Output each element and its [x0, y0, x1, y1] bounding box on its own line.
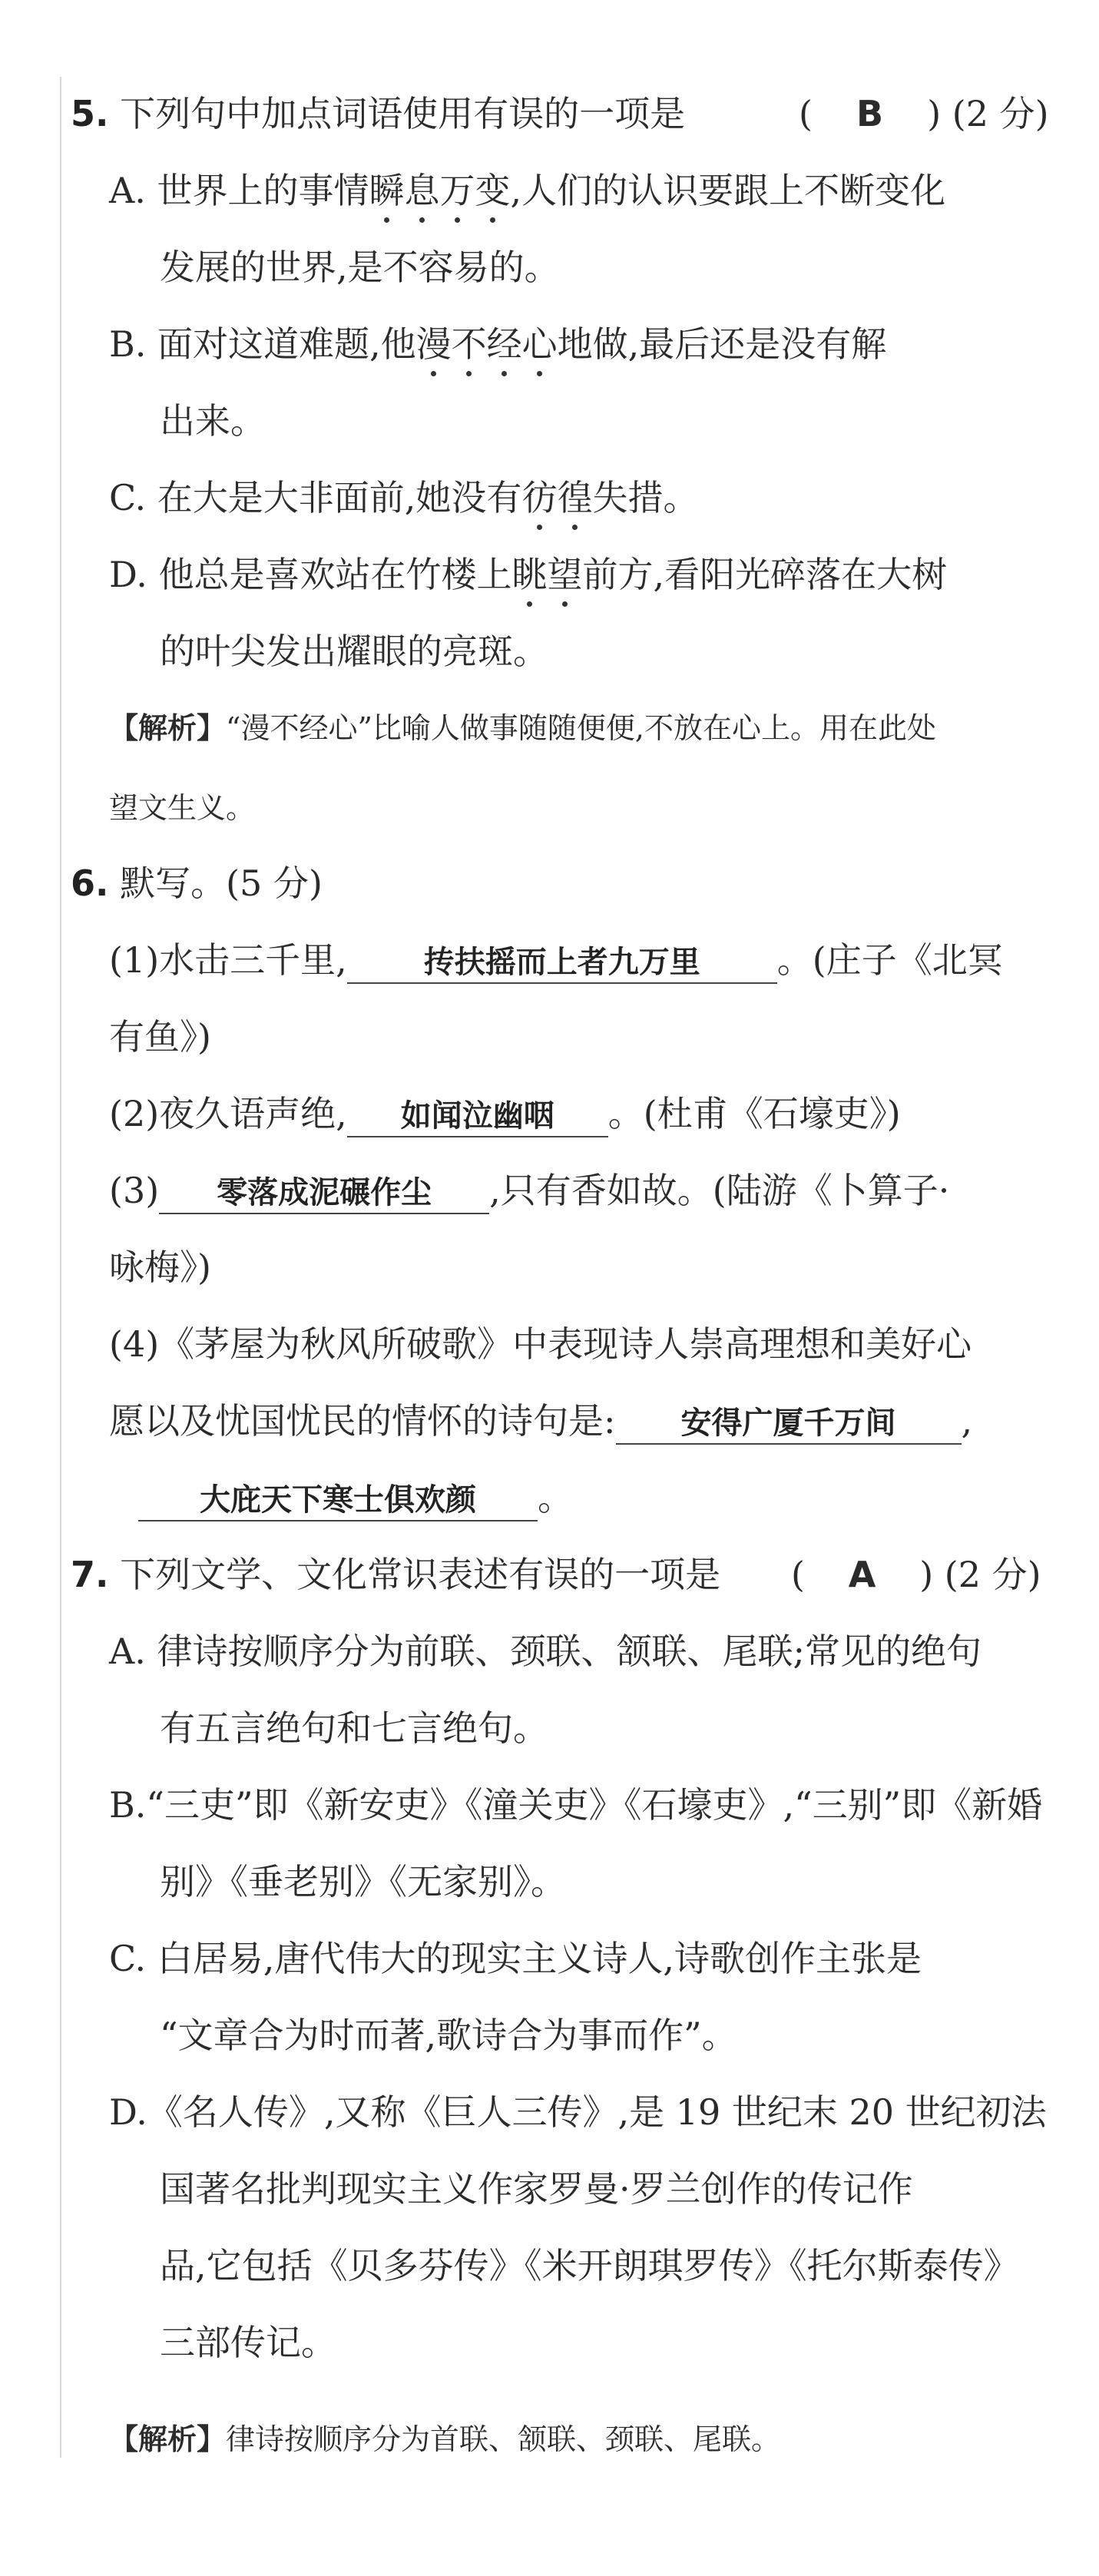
option-text: C. 在大是大非面前,她没有: [109, 477, 522, 518]
q6-part3-line1: [109, 1167, 949, 1214]
answer-blank: [159, 1170, 489, 1214]
answer-blank: [347, 1094, 608, 1137]
q7-analysis-line1: [109, 2419, 780, 2459]
answer-blank: [616, 1401, 962, 1445]
q5-analysis-line1: [109, 708, 936, 748]
dotted-char: 彷: [521, 475, 557, 521]
paren-open: (: [799, 93, 813, 134]
option-text: A. 世界上的事情: [109, 170, 369, 211]
question-number: 7.: [71, 1554, 109, 1595]
score: (2 分): [952, 93, 1049, 134]
q6-part2-line1: [109, 1091, 901, 1137]
q6-part4-line2: [109, 1398, 972, 1445]
dotted-char: 望: [548, 551, 583, 598]
question-stem: 下列文学、文化常识表述有误的一项是: [120, 1554, 721, 1595]
q5-answer-slot: [799, 91, 1049, 137]
q7-option-d-line2: 国著名批判现实主义作家罗曼·罗兰创作的传记作: [160, 2168, 913, 2210]
filled-answer: 如闻泣幽咽: [400, 1098, 554, 1134]
question-number: 5.: [71, 93, 109, 134]
q7-option-a-line1: A. 律诗按顺序分为前联、颈联、颔联、尾联;常见的绝句: [109, 1631, 981, 1672]
filled-answer: 零落成泥碾作尘: [217, 1175, 432, 1210]
filled-answer: 大庇天下寒士俱欢颜: [200, 1482, 476, 1518]
analysis-text: 律诗按顺序分为首联、颔联、颈联、尾联。: [226, 2422, 781, 2456]
q7-stem-line: [71, 1551, 720, 1598]
q5-analysis-line2: 望文生义。: [109, 791, 256, 825]
option-text: D. 他总是喜欢站在竹楼上: [109, 554, 512, 595]
dotted-char: 瞬: [369, 167, 404, 214]
answer-blank: [347, 940, 777, 984]
filled-answer: 安得广厦千万间: [680, 1406, 896, 1441]
q6-stem-line: [71, 860, 323, 906]
dotted-char: 不: [452, 321, 487, 367]
option-text: B. 面对这道难题,他: [109, 323, 416, 365]
analysis-tag: 【解析】: [109, 2422, 227, 2456]
q5-option-b-line2: 出来。: [160, 400, 266, 442]
filled-answer: 抟扶摇而上者九万里: [423, 945, 700, 980]
q7-option-b-line1: B.“三吏”即《新安吏》《潼关吏》《石壕吏》,“三别”即《新婚: [109, 1784, 1043, 1826]
question-number: 6.: [71, 863, 109, 904]
q5-option-d-line1: [109, 551, 947, 598]
q5-option-c-line1: [109, 475, 698, 521]
option-text: 失措。: [592, 477, 699, 518]
analysis-text: “漫不经心”比喻人做事随随便便,不放在心上。用在此处: [226, 711, 936, 745]
q5-stem-line: [71, 91, 685, 137]
prompt-text: (3): [109, 1170, 160, 1211]
q6-part3-line2: 咏梅》): [109, 1247, 211, 1288]
paren-close: ): [927, 93, 942, 134]
q7-option-c-line2: “文章合为时而著,歌诗合为事而作”。: [160, 2015, 737, 2056]
dotted-char: 变: [475, 167, 510, 214]
q7-option-a-line2: 有五言绝句和七言绝句。: [160, 1707, 548, 1749]
q7-option-d-line1: D.《名人传》,又称《巨人三传》,是 19 世纪末 20 世纪初法: [109, 2091, 1047, 2133]
q7-answer-slot: [791, 1551, 1041, 1598]
score: (2 分): [944, 1554, 1041, 1595]
prompt-text: 愿以及忧国忧民的情怀的诗句是:: [109, 1400, 616, 1442]
answer-letter: A: [848, 1554, 876, 1595]
prompt-text: (2)夜久语声绝,: [109, 1093, 347, 1134]
dotted-char: 心: [522, 321, 558, 367]
margin-rule: [60, 77, 61, 2458]
q6-part4-line1: (4)《茅屋为秋风所破歌》中表现诗人崇高理想和美好心: [109, 1323, 972, 1365]
prompt-text: (1)水击三千里,: [109, 939, 347, 981]
punct: ,: [961, 1400, 973, 1442]
q7-option-d-line4: 三部传记。: [160, 2322, 336, 2363]
dotted-char: 漫: [416, 321, 452, 367]
q7-option-d-line3: 品,它包括《贝多芬传》《米开朗琪罗传》《托尔斯泰传》: [160, 2245, 1019, 2286]
answer-letter: B: [856, 93, 884, 134]
q5-option-a-line1: [109, 167, 945, 214]
dotted-char: 万: [439, 167, 475, 214]
q6-part4-line3: [138, 1475, 573, 1521]
dotted-char: 息: [404, 167, 439, 214]
question-stem: 下列句中加点词语使用有误的一项是: [120, 93, 686, 134]
dotted-char: 徨: [557, 475, 592, 521]
punct: 。: [538, 1477, 573, 1518]
dotted-char: 眺: [512, 551, 548, 598]
q5-option-a-line2: 发展的世界,是不容易的。: [160, 247, 560, 288]
q6-part1-line2: 有鱼》): [109, 1016, 211, 1058]
option-text: 地做,最后还是没有解: [557, 323, 887, 365]
q7-option-b-line2: 别》《垂老别》《无家别》。: [160, 1861, 566, 1902]
option-text: 前方,看阳光碎落在大树: [582, 554, 948, 595]
question-stem: 默写。(5 分): [120, 863, 323, 904]
q5-option-b-line1: [109, 321, 886, 367]
q5-option-d-line2: 的叶尖发出耀眼的亮斑。: [160, 631, 548, 672]
q7-option-c-line1: C. 白居易,唐代伟大的现实主义诗人,诗歌创作主张是: [109, 1938, 922, 1979]
analysis-tag: 【解析】: [109, 711, 227, 745]
paren-open: (: [791, 1554, 805, 1595]
source-text: 。(杜甫《石壕吏》): [607, 1093, 901, 1134]
paren-close: ): [919, 1554, 934, 1595]
source-text: ,只有香如故。(陆游《卜算子·: [489, 1170, 950, 1211]
dotted-char: 经: [487, 321, 522, 367]
option-text: ,人们的认识要跟上不断变化: [510, 170, 946, 211]
source-text: 。(庄子《北冥: [776, 939, 1003, 981]
answer-blank: [138, 1478, 538, 1521]
q6-part1-line1: [109, 937, 1003, 984]
